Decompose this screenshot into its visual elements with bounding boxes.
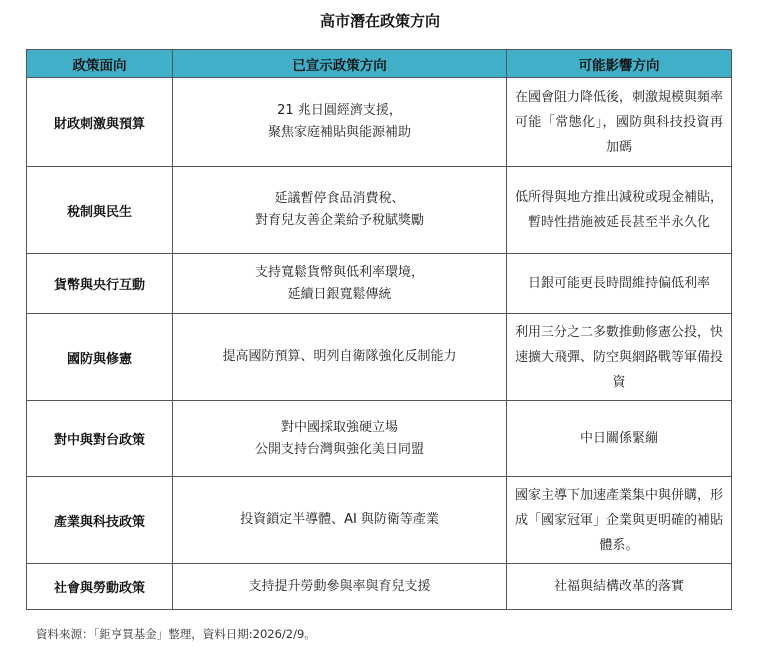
announced-line: 支持提升勞動參與率與育兒支援: [248, 578, 431, 594]
row-impact: 社福與結構改革的落實: [507, 564, 732, 610]
header-announced: 已宣示政策方向: [173, 50, 507, 78]
row-category: 社會與勞動政策: [27, 564, 173, 610]
row-category: 貨幣與央行互動: [27, 254, 173, 314]
row-impact: 中日關係緊繃: [507, 401, 732, 477]
row-announced: [173, 564, 507, 610]
table-row: [27, 564, 732, 610]
header-impact: 可能影響方向: [507, 50, 732, 78]
table-row: [27, 254, 732, 314]
table-row: [27, 314, 732, 401]
header-dimension: 政策面向: [27, 50, 173, 78]
table-row: [27, 167, 732, 254]
row-impact: 國家主導下加速產業集中與併購，形成「國家冠軍」企業與更明確的補貼體系。: [507, 477, 732, 564]
announced-line: 提高國防預算、明列自衛隊強化反制能力: [222, 349, 457, 364]
row-announced: [173, 314, 507, 401]
row-category: 對中與對台政策: [27, 401, 173, 477]
row-category: 稅制與民生: [27, 167, 173, 254]
table-header-row: [27, 50, 732, 78]
announced-line: 公開支持台灣與強化美日同盟: [254, 441, 424, 457]
row-category: 產業與科技政策: [27, 477, 173, 564]
row-impact: 利用三分之二多數推動修憲公投，快速擴大飛彈、防空與網路戰等軍備投資: [507, 314, 732, 401]
announced-line: 對育兒友善企業給予稅賦獎勵: [254, 213, 424, 228]
row-category: 國防與修憲: [27, 314, 173, 401]
row-announced: [173, 401, 507, 477]
announced-line: 支持寬鬆貨幣與低利率環境，: [254, 264, 424, 280]
row-announced: [173, 254, 507, 314]
announced-line: 延續日銀寬鬆傳統: [287, 286, 392, 302]
page-title: 高市潛在政策方向: [319, 12, 440, 30]
row-announced: [173, 477, 507, 564]
announced-line: 延議暫停食品消費稅、: [274, 191, 405, 206]
table-row: [27, 78, 732, 167]
announced-line: 投資鎖定半導體、AI 與防衛等產業: [240, 512, 439, 527]
row-impact: 低所得與地方推出減稅或現金補貼，暫時性措施被延長甚至半永久化: [507, 167, 732, 254]
row-impact: 在國會阻力降低後，刺激規模與頻率可能「常態化」，國防與科技投資再加碼: [507, 78, 732, 167]
table-row: [27, 401, 732, 477]
table-row: [27, 477, 732, 564]
policy-table: [26, 49, 732, 610]
source-note: 資料來源：「鉅亨買基金」整理，資料日期:2026/2/9。: [36, 627, 316, 641]
announced-line: 21 兆日圓經濟支援，: [277, 103, 402, 118]
announced-line: 對中國採取強硬立場: [280, 419, 398, 435]
row-category: 財政刺激與預算: [27, 78, 173, 167]
row-impact: 日銀可能更長時間維持偏低利率: [507, 254, 732, 314]
row-announced: [173, 167, 507, 254]
row-announced: [173, 78, 507, 167]
announced-line: 聚焦家庭補貼與能源補助: [267, 125, 411, 140]
